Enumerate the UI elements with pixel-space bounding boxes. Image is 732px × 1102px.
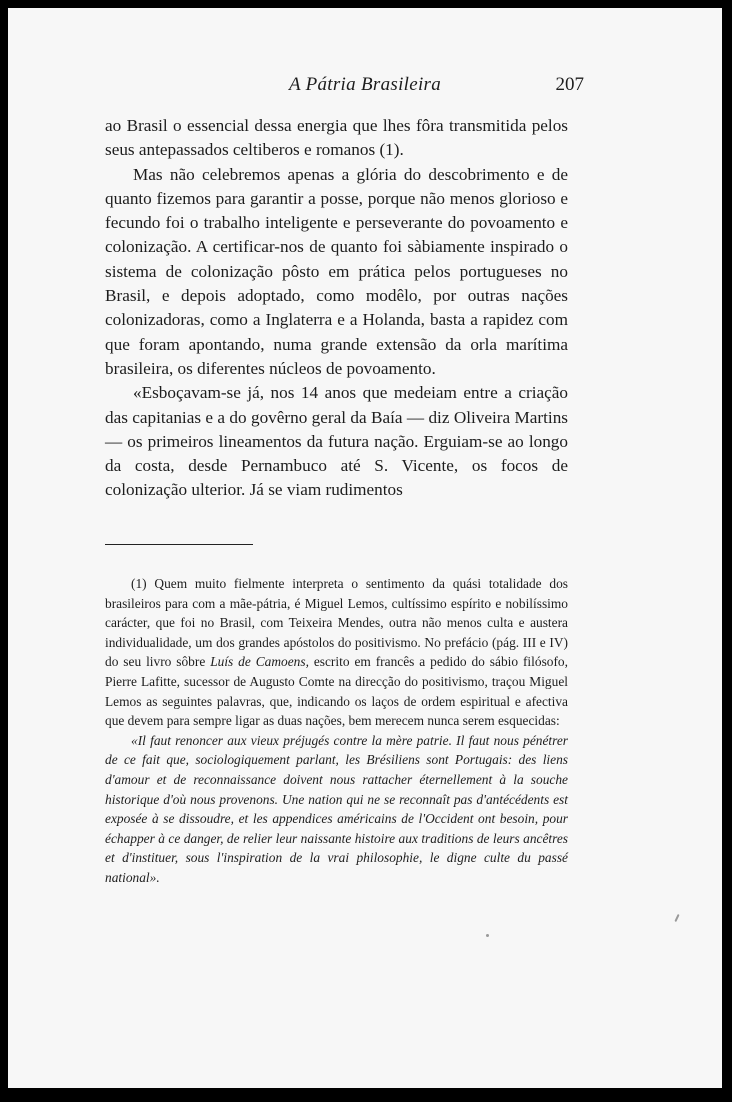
footnote-1-text: (1) Quem muito fielmente interpreta o sentimento da quási totalidade dos brasileiros para com a mãe-pátria, é Miguel Lemos, cultíssimo espírito e nobilíssimo carácter, que foi no Brasil, com Teixeira Mendes, outra não menos culta e austera individualidade, um dos grandes apóstolos do positivismo. No prefácio (pág. III e IV) do seu livro sôbre bbox=[105, 576, 568, 670]
page-header bbox=[8, 74, 722, 98]
book-page bbox=[8, 8, 722, 1088]
footnote-quote: «Il faut renoncer aux vieux préjugés contre la mère patrie. Il faut nous pénétrer de ce fait que, sociologiquement parlant, les Brésiliens sont Portugais: des liens d'amour et de reconnaissance doivent nous rattacher éternellement à la souche historique d'où nous provenons. Une nation qui ne se reconnaît pas d'antécédents est exposée à se dissoudre, et les appendices américains de l'Occident ont besoin, pour échapper à ce danger, de relier leur naissante histoire aux traditions de leurs ancêtres et d'instituer, sous l'inspiration de la vrai philosophie, le digne culte du passé national». bbox=[105, 732, 568, 885]
footnote-1-text-cont: escrito em francês a pedido do sábio filósofo, Pierre Lafitte, sucessor de Augusto Comte na direcção do positivismo, traçou Miguel Lemos as seguintes palavras, que, indicando os laços de ordem espiritual e afectiva que devem para sempre ligar as duas nações, bem merecem nunca serem esquecidas: bbox=[105, 654, 568, 729]
paper-speck bbox=[486, 934, 489, 937]
body-paragraph: ao Brasil o essencial dessa energia que lhes fôra transmitida pelos seus antepassados celtiberos e romanos (1). bbox=[105, 116, 568, 160]
footnotes bbox=[105, 574, 568, 888]
running-title: A Pátria Brasileira bbox=[288, 74, 442, 95]
book-title: Luís de Camoens, bbox=[210, 654, 309, 670]
body-paragraph: «Esboçavam-se já, nos 14 anos que medeiam entre a criação das capitanias e a do govêrno geral da Baía — diz Oliveira Martins — os primeiros lineamentos da futura nação. Erguiam-se ao longo da costa, desde Pernambuco até S. Vicente, os focos de colonização ulterior. Já se viam rudimentos bbox=[105, 383, 568, 500]
page-number: 207 bbox=[555, 74, 584, 95]
body-paragraph: Mas não celebremos apenas a glória do descobrimento e de quanto fizemos para garantir a posse, porque não menos glorioso e fecundo foi o trabalho inteligente e perseverante do povoamento e colonização. A certificar-nos de quanto foi sàbiamente inspirado o sistema de colonização pôsto em prática pelos portugueses no Brasil, e depois adoptado, como modêlo, por outras nações colonizadoras, como a Inglaterra e a Holanda, basta a rapidez com que foram apontando, numa grande extensão da orla marítima brasileira, os diferentes núcleos de povoamento. bbox=[105, 164, 568, 378]
body-text bbox=[105, 114, 568, 503]
paper-speck bbox=[674, 914, 679, 922]
footnote-1 bbox=[105, 574, 568, 731]
footnote-divider bbox=[105, 544, 253, 545]
